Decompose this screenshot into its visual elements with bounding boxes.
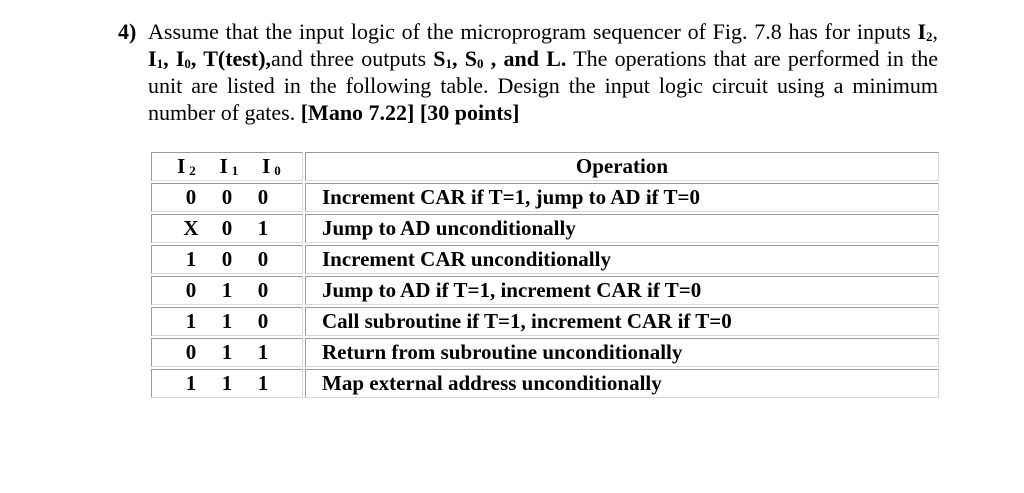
problem-text-segment: 1 [445,56,453,71]
input-bit: 0 [185,340,197,364]
table-row [151,245,939,274]
input-bit: 0 [185,278,197,302]
problem-text-segment: 0 [477,56,484,71]
input-bit: 1 [185,371,197,395]
input-bits-cell [151,214,303,243]
input-header-i1: I $_1$ [219,154,239,178]
inputs-header [151,152,303,181]
input-bit: 1 [257,340,269,364]
problem-text-segment: 0 [184,56,191,71]
problem-text-segment: , T(test), [190,46,272,71]
input-bit: 0 [257,278,269,302]
input-bits-cell [151,307,303,336]
operation-header: Operation [305,152,939,181]
input-bits-cell [151,369,303,398]
input-bit: 1 [257,216,269,240]
input-bit: 1 [221,278,233,302]
input-bit: 0 [257,309,269,333]
operation-cell: Increment CAR if T=1, jump to AD if T=0 [305,183,939,212]
input-bit: 0 [221,185,233,209]
input-bit: 1 [185,309,197,333]
table-row [151,276,939,305]
problem-text-segment: I [148,46,157,71]
operation-cell: Increment CAR unconditionally [305,245,939,274]
problem-text-segment: , [932,19,938,44]
input-header-i0: I $_0$ [262,154,281,178]
input-bits-cell [151,245,303,274]
input-bit: 0 [185,185,197,209]
problem-text-segment: , S [452,46,478,71]
table-row [151,369,939,398]
problem-statement [118,18,938,126]
input-bits-cell [151,276,303,305]
problem-text-segment: The operations that are performed in the unit are listed in the following table. Design the input logic circuit using a minimum number of gates. [148,46,938,125]
input-bit: 1 [185,247,197,271]
table-row [151,307,939,336]
table-row [151,338,939,367]
problem-text [148,18,938,126]
problem-text-segment: I [917,19,926,44]
input-bit: 1 [221,371,233,395]
problem-number: 4) [118,19,137,44]
input-bits-cell [151,338,303,367]
table-row [151,214,939,243]
problem-text-segment: , and L. [483,46,567,71]
operation-cell: Jump to AD unconditionally [305,214,939,243]
input-header-i2: I $_2$ [177,154,196,178]
operations-table [149,150,941,400]
table-row [151,183,939,212]
input-bit: 0 [221,216,233,240]
input-bit: 0 [257,247,269,271]
operation-cell: Map external address unconditionally [305,369,939,398]
problem-text-segment: , [163,46,176,71]
operation-cell: Return from subroutine unconditionally [305,338,939,367]
operation-cell: Jump to AD if T=1, increment CAR if T=0 [305,276,939,305]
problem-text-segment: 1 [156,56,164,71]
operation-cell: Call subroutine if T=1, increment CAR if T=0 [305,307,939,336]
table-header-row [151,152,939,181]
problem-text-segment: [Mano 7.22] [30 points] [300,100,520,125]
problem-text-segment: 2 [926,29,933,44]
problem-text-segment: and three outputs [271,46,434,71]
problem-text-segment: I [175,46,185,71]
input-bits-cell [151,183,303,212]
input-bit: 0 [221,247,233,271]
problem-text-segment: S [433,46,446,71]
input-bit: 1 [257,371,269,395]
input-bit: 1 [221,340,233,364]
problem-text-segment: Assume that the input logic of the microprogram sequencer of Fig. 7.8 has for inputs [148,19,918,44]
input-bit: 1 [221,309,233,333]
input-bit: 0 [257,185,269,209]
input-bit: X [183,216,199,240]
